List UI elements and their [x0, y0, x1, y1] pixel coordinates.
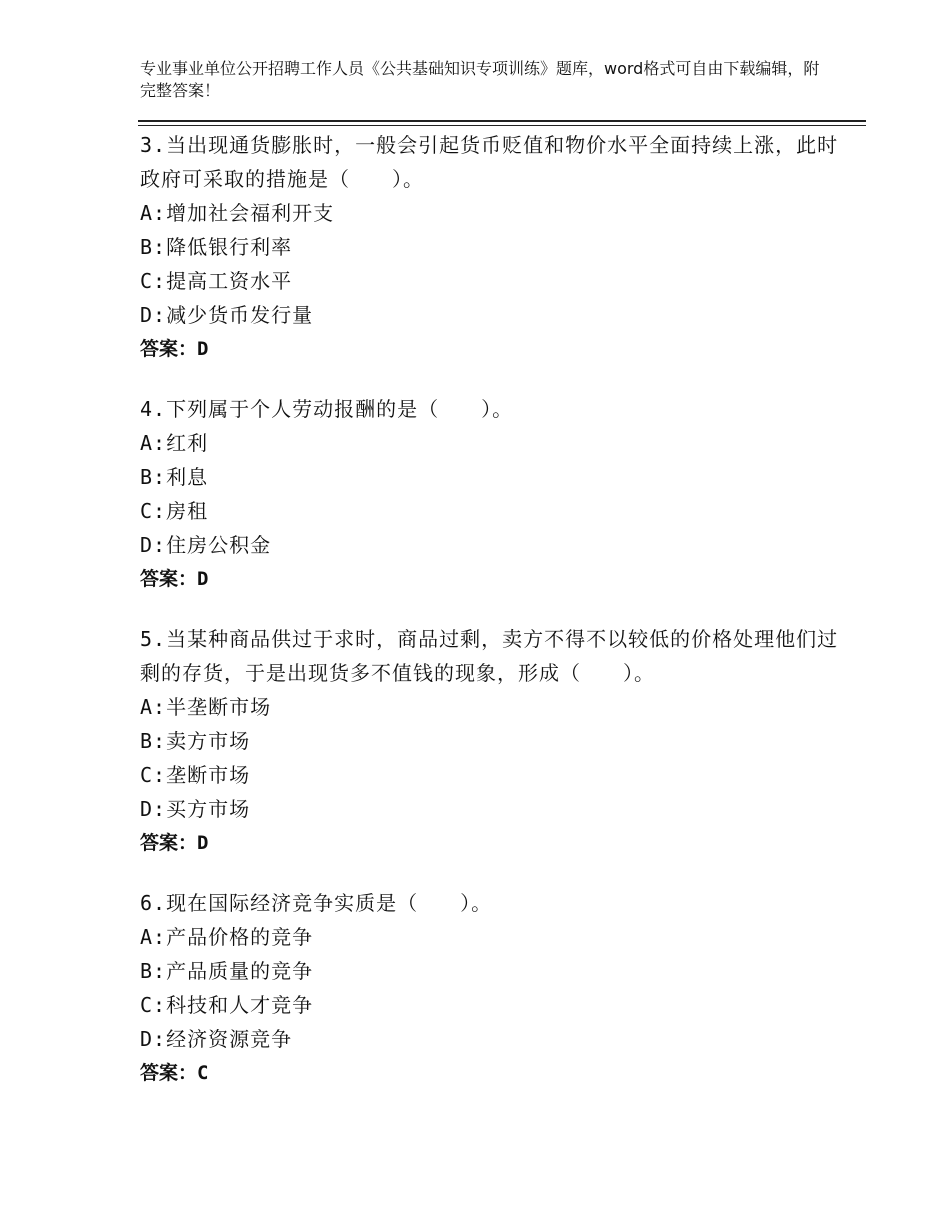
option-a: A:半垄断市场 — [140, 695, 272, 719]
answer-line — [140, 1056, 840, 1090]
option-c: C:提高工资水平 — [140, 269, 293, 293]
answer-value: D — [197, 338, 209, 360]
question-list — [140, 128, 840, 1116]
answer-label: 答案： — [140, 832, 198, 854]
option-a: A:红利 — [140, 431, 209, 455]
option-d: D:买方市场 — [140, 797, 251, 821]
document-header: 专业事业单位公开招聘工作人员《公共基础知识专项训练》题库，word格式可自由下载编辑，附完整答案！ — [140, 59, 820, 100]
answer-line — [140, 826, 840, 860]
option-c: C:垄断市场 — [140, 763, 251, 787]
question-text: 6.现在国际经济竞争实质是（ ）。 — [140, 891, 493, 915]
question-text: 4.下列属于个人劳动报酬的是（ ）。 — [140, 397, 514, 421]
answer-value: C — [197, 1062, 209, 1084]
question-6 — [140, 886, 840, 1090]
option-c: C:科技和人才竞争 — [140, 993, 314, 1017]
question-3 — [140, 128, 840, 366]
option-b: B:利息 — [140, 465, 209, 489]
answer-value: D — [197, 568, 209, 590]
question-5 — [140, 622, 840, 860]
answer-label: 答案： — [140, 1062, 198, 1084]
option-b: B:产品质量的竞争 — [140, 959, 314, 983]
option-b: B:卖方市场 — [140, 729, 251, 753]
answer-line — [140, 332, 840, 366]
answer-value: D — [197, 832, 209, 854]
answer-label: 答案： — [140, 568, 198, 590]
option-b: B:降低银行利率 — [140, 235, 293, 259]
header-rule-thin — [138, 125, 866, 126]
question-text: 5.当某种商品供过于求时，商品过剩，卖方不得不以较低的价格处理他们过剩的存货，于是出现货多不值钱的现象，形成（ ）。 — [140, 627, 839, 685]
option-d: D:住房公积金 — [140, 533, 272, 557]
question-text: 3.当出现通货膨胀时，一般会引起货币贬值和物价水平全面持续上涨，此时政府可采取的措施是（ ）。 — [140, 133, 839, 191]
option-c: C:房租 — [140, 499, 209, 523]
answer-line — [140, 562, 840, 596]
header-rule-thick — [138, 120, 866, 122]
option-d: D:经济资源竞争 — [140, 1027, 293, 1051]
option-a: A:增加社会福利开支 — [140, 201, 335, 225]
answer-label: 答案： — [140, 338, 198, 360]
question-4 — [140, 392, 840, 596]
option-d: D:减少货币发行量 — [140, 303, 314, 327]
option-a: A:产品价格的竞争 — [140, 925, 314, 949]
